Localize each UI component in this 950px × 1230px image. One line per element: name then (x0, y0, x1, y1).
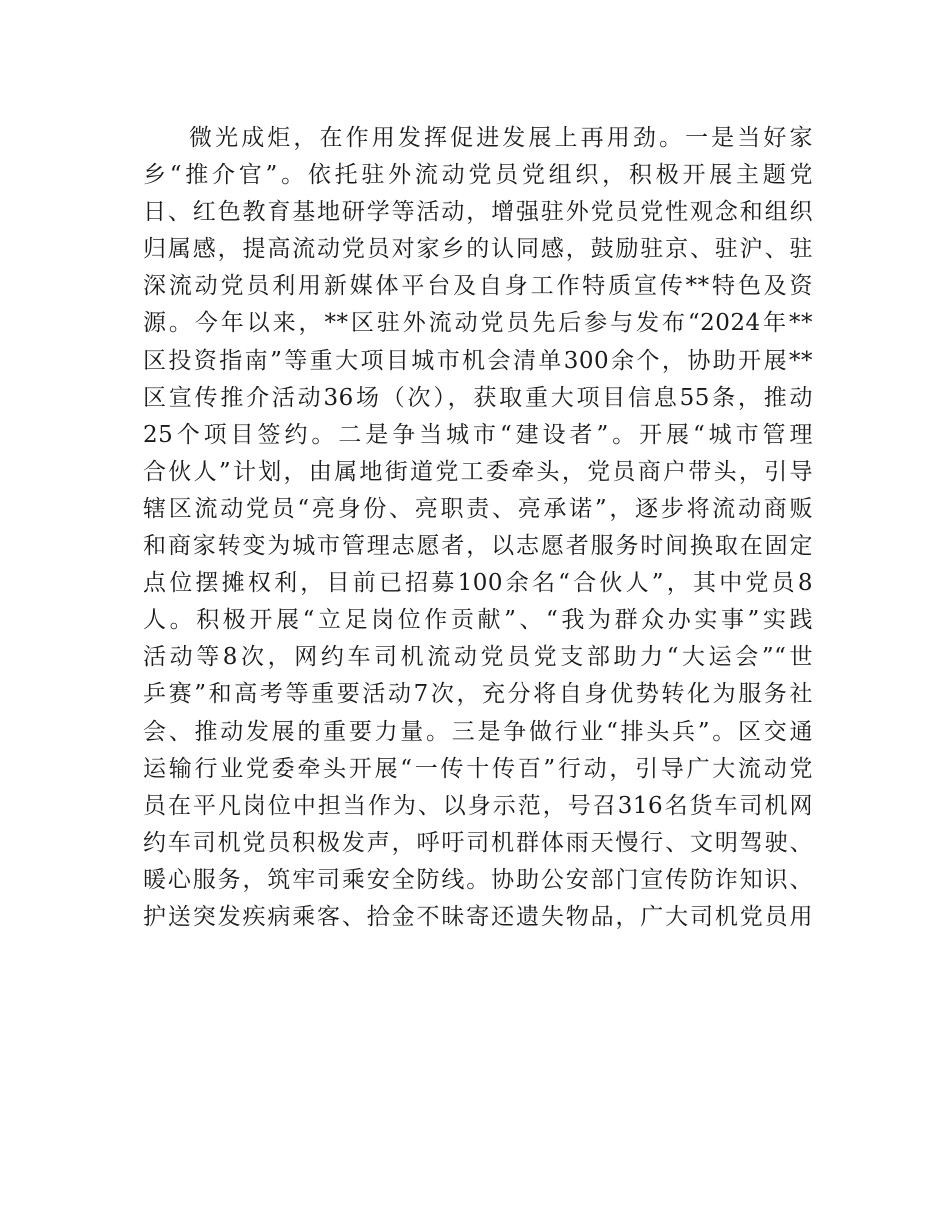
text-line: 源。今年以来，**区驻外流动党员先后参与发布“2024年** (143, 310, 813, 337)
text-line: 点位摆摊权利，目前已招募100余名“合伙人”，其中党员8 (143, 570, 813, 597)
text-line: 25个项目签约。二是争当城市“建设者”。开展“城市管理 (143, 421, 813, 448)
text-line: 区投资指南”等重大项目城市机会清单300余个，协助开展** (143, 347, 813, 374)
text-line: 活动等8次，网约车司机流动党员党支部助力“大运会”“世 (143, 644, 813, 671)
text-line: 归属感，提高流动党员对家乡的认同感，鼓励驻京、驻沪、驻 (143, 236, 813, 263)
text-line: 约车司机党员积极发声，呼吁司机群体雨天慢行、文明驾驶、 (143, 829, 813, 856)
text-line: 区宣传推介活动36场（次），获取重大项目信息55条，推动 (143, 384, 813, 411)
text-line: 乡“推介官”。依托驻外流动党员党组织，积极开展主题党 (143, 162, 813, 189)
text-line: 护送突发疾病乘客、拾金不昧寄还遗失物品，广大司机党员用 (143, 903, 813, 930)
text-line: 日、红色教育基地研学等活动，增强驻外党员党性观念和组织 (143, 199, 813, 226)
text-line: 暖心服务，筑牢司乘安全防线。协助公安部门宣传防诈知识、 (143, 866, 813, 893)
text-line: 人。积极开展“立足岗位作贡献”、“我为群众办实事”实践 (143, 607, 813, 634)
text-line: 合伙人”计划，由属地街道党工委牵头，党员商户带头，引导 (143, 458, 813, 485)
text-line: 辖区流动党员“亮身份、亮职责、亮承诺”，逐步将流动商贩 (143, 495, 813, 522)
text-line: 乒赛”和高考等重要活动7次，充分将自身优势转化为服务社 (143, 681, 813, 708)
text-line: 运输行业党委牵头开展“一传十传百”行动，引导广大流动党 (143, 755, 813, 782)
text-line: 微光成炬，在作用发挥促进发展上再用劲。一是当好家 (189, 125, 813, 151)
text-line: 和商家转变为城市管理志愿者，以志愿者服务时间换取在固定 (143, 533, 813, 560)
text-line: 深流动党员利用新媒体平台及自身工作特质宣传**特色及资 (143, 273, 813, 300)
text-line: 员在平凡岗位中担当作为、以身示范，号召316名货车司机网 (143, 792, 813, 819)
body-paragraph (143, 120, 813, 936)
text-line: 会、推动发展的重要力量。三是争做行业“排头兵”。区交通 (143, 718, 813, 745)
